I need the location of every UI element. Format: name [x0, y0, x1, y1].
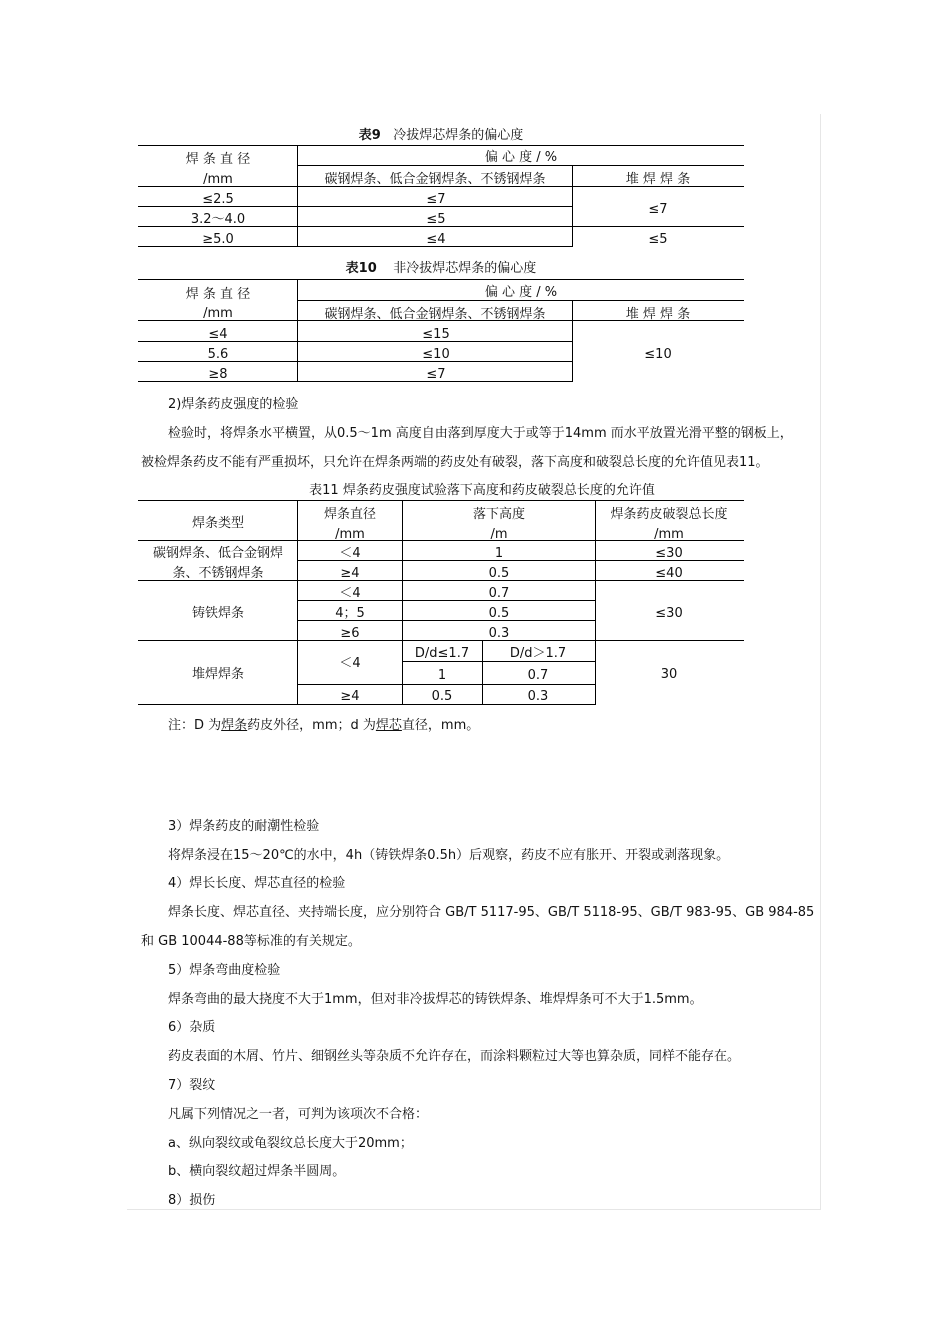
table10-hdr-col1: 碳钢焊条、低合金钢焊条、不锈钢焊条 — [324, 307, 546, 322]
table-cell: 0.3 — [527, 689, 549, 704]
table-cell: ≤5 — [426, 212, 446, 227]
table-cell: ≤2.5 — [202, 192, 234, 207]
table-cell: ≥8 — [208, 367, 228, 382]
table-cell: 0.7 — [488, 586, 510, 601]
rule — [572, 165, 573, 247]
section-heading: 6）杂质 — [168, 1020, 216, 1035]
table9-top-rule — [138, 145, 744, 146]
paragraph-line: 将焊条浸在15～20℃的水中，4h（铸铁焊条0.5h）后观察，药皮不应有胀开、开裂或剥落现象。 — [168, 848, 730, 863]
table-cell: ＜4 — [339, 586, 361, 601]
paragraph-line: 和 GB 10044-88等标准的有关规定。 — [141, 934, 361, 949]
table-cell: 0.7 — [527, 668, 549, 683]
table-cell: ≤30 — [655, 546, 683, 561]
table-cell: D/d≤1.7 — [414, 646, 470, 661]
table10-hdr-eccentricity: 偏 心 度 / % — [484, 285, 558, 300]
table10-title: 表10 非冷拔焊芯焊条的偏心度 — [345, 261, 537, 276]
table11-hdr-type: 焊条类型 — [191, 516, 245, 531]
table-cell: ≤7 — [648, 202, 668, 217]
section-heading: 8）损伤 — [168, 1193, 216, 1208]
paragraph-line: 凡属下列情况之一者，可判为该项次不合格： — [168, 1107, 429, 1122]
rule — [298, 165, 744, 166]
table-cell: ≥5.0 — [202, 232, 234, 247]
section-heading: 4）焊长长度、焊芯直径的检验 — [168, 876, 346, 891]
table-cell: 条、不锈钢焊条 — [172, 566, 264, 581]
paragraph-line: 焊条弯曲的最大挠度不大于1mm，但对非冷拔焊芯的铸铁焊条、堆焊焊条可不大于1.5mm。 — [168, 992, 703, 1007]
table11-hdr-diameter-unit: /mm — [335, 527, 365, 542]
table9-hdr-diameter: 焊 条 直 径 — [185, 152, 251, 167]
rule — [298, 300, 744, 301]
rule — [297, 145, 298, 247]
rule — [138, 640, 744, 641]
table-cell: 堆焊焊条 — [191, 667, 245, 682]
rule — [138, 361, 573, 362]
table-cell: 4；5 — [335, 606, 365, 621]
rule — [572, 300, 573, 382]
table11-hdr-crack-unit: /mm — [654, 527, 684, 542]
section-heading: 5）焊条弯曲度检验 — [168, 963, 281, 978]
table-cell: 碳钢焊条、低合金钢焊 — [152, 546, 284, 561]
table-cell: ≤5 — [648, 232, 668, 247]
table9-title: 表9 冷拔焊芯焊条的偏心度 — [358, 128, 524, 143]
table-cell: 铸铁焊条 — [191, 606, 245, 621]
table-cell: ≤30 — [655, 606, 683, 621]
table10-hdr-col2: 堆 焊 焊 条 — [625, 307, 691, 322]
rule — [402, 500, 403, 705]
table11-top-rule — [138, 500, 744, 501]
table10-hdr-diameter: 焊 条 直 径 — [185, 287, 251, 302]
rule — [482, 641, 483, 705]
table-cell: ≥6 — [340, 626, 360, 641]
rule — [138, 381, 573, 382]
table11-title: 表11 焊条药皮强度试验落下高度和药皮破裂总长度的允许值 — [309, 483, 655, 498]
rule — [595, 500, 596, 705]
table-cell: 0.5 — [488, 566, 510, 581]
table-cell: ≤7 — [426, 367, 446, 382]
table11-hdr-crack: 焊条药皮破裂总长度 — [610, 507, 728, 522]
rule — [297, 500, 298, 705]
table-cell: ≤4 — [208, 327, 228, 342]
rule — [138, 540, 744, 541]
table9-hdr-col1: 碳钢焊条、低合金钢焊条、不锈钢焊条 — [324, 172, 546, 187]
table11-hdr-diameter: 焊条直径 — [323, 507, 377, 522]
list-item: a、纵向裂纹或龟裂纹总长度大于20mm； — [168, 1136, 413, 1151]
table-cell: ≥4 — [340, 689, 360, 704]
table-cell: ≤40 — [655, 566, 683, 581]
paragraph-line: 检验时，将焊条水平横置，从0.5～1m 高度自由落到厚度大于或等于14mm 而水平放置光滑平整的钢板上， — [168, 426, 793, 441]
table11-hdr-height-unit: /m — [490, 527, 508, 542]
table11-hdr-height: 落下高度 — [472, 507, 526, 522]
section-heading: 3）焊条药皮的耐潮性检验 — [168, 819, 320, 834]
list-item: b、横向裂纹超过焊条半圆周。 — [168, 1164, 346, 1179]
table-cell: ≤4 — [426, 232, 446, 247]
table-cell: ＜4 — [339, 656, 361, 671]
table-cell: 3.2～4.0 — [190, 212, 246, 227]
section-heading: 2)焊条药皮强度的检验 — [168, 397, 299, 412]
rule — [138, 704, 596, 705]
rule — [298, 684, 596, 685]
table-cell: ＜4 — [339, 546, 361, 561]
table-cell: 1 — [437, 668, 447, 683]
table-cell: 0.3 — [488, 626, 510, 641]
table10-hdr-diameter-unit: /mm — [203, 306, 233, 321]
table-cell: ≤7 — [426, 192, 446, 207]
table9-hdr-eccentricity: 偏 心 度 / % — [484, 150, 558, 165]
table-cell: 30 — [660, 667, 678, 682]
rule — [297, 279, 298, 382]
table-cell: 1 — [494, 546, 504, 561]
table-cell: ≤10 — [644, 347, 672, 362]
section-heading: 7）裂纹 — [168, 1078, 216, 1093]
table-cell: ≤15 — [422, 327, 450, 342]
paragraph-line: 被检焊条药皮不能有严重损坏，只允许在焊条两端的药皮处有破裂，落下高度和破裂总长度的允许值见表11。 — [141, 455, 769, 470]
table-cell: ≥4 — [340, 566, 360, 581]
table9-hdr-diameter-unit: /mm — [203, 172, 233, 187]
table10-top-rule — [138, 279, 744, 280]
table-cell: 0.5 — [431, 689, 453, 704]
table11-note: 注：D 为焊条药皮外径，mm；d 为焊芯直径，mm。 — [168, 718, 480, 733]
table-cell: ≤10 — [422, 347, 450, 362]
table-cell: 0.5 — [488, 606, 510, 621]
rule — [402, 661, 596, 662]
table-cell: D/d＞1.7 — [509, 646, 567, 661]
rule — [138, 341, 573, 342]
table9-hdr-col2: 堆 焊 焊 条 — [625, 172, 691, 187]
paragraph-line: 药皮表面的木屑、竹片、细钢丝头等杂质不允许存在，而涂料颗粒过大等也算杂质，同样不能存在。 — [168, 1049, 741, 1064]
table-cell: 5.6 — [207, 347, 229, 362]
paragraph-line: 焊条长度、焊芯直径、夹持端长度，应分别符合 GB/T 5117-95、GB/T 5118-95、GB/T 983-95、GB 984-85 — [168, 905, 815, 920]
